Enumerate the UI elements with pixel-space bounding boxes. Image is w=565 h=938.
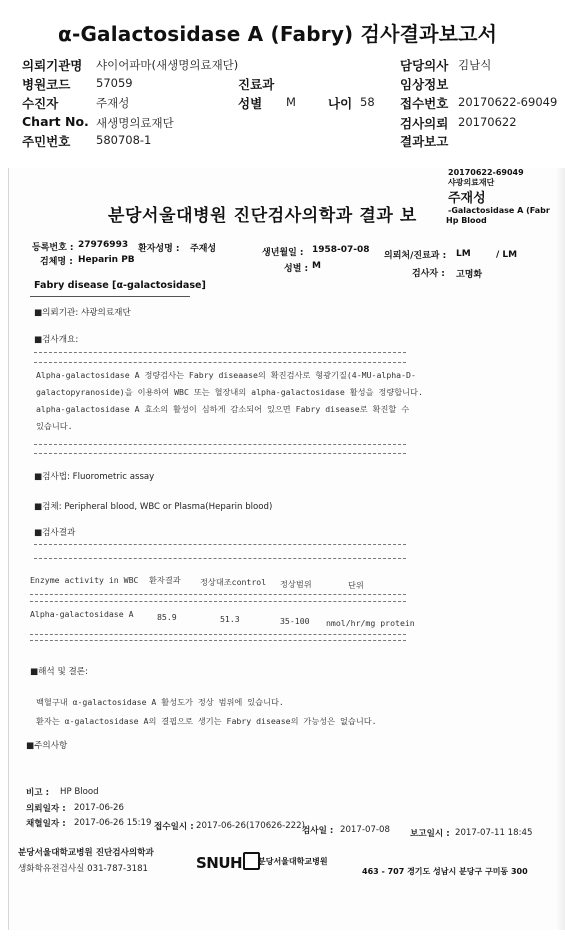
specimen-line: ■검체: Peripheral blood, WBC or Plasma(Heparin blood) [34, 502, 273, 512]
test-date-value: 2017-07-08 [340, 825, 390, 835]
dept-value: LM [456, 249, 471, 259]
interp-line-2: 환자는 α-galactosidase A의 결핍으로 생기는 Fabry disease의 가능성은 없습니다. [36, 716, 377, 726]
report-title: α-Galactosidase A (Fabry) 검사결과보고서 [58, 22, 498, 46]
divider [30, 296, 190, 297]
table-header-range: 정상범위 [280, 579, 312, 589]
scan-sex-label: 성별 : [284, 264, 309, 274]
overview-line-3: alpha-galactosidase A 효소의 활성이 심하게 감소되어 있으면 Fabry disease로 확진할 수 [36, 404, 410, 414]
doctor-value: 김남식 [458, 58, 492, 72]
stamp-institution: 샤광의료재단 [448, 177, 495, 187]
age-value: 58 [360, 95, 375, 109]
table-header-patient: 환자결과 [149, 575, 181, 585]
chart-no-label: Chart No. [22, 114, 89, 129]
result-header: ■검사결과 [34, 528, 76, 538]
hospital-code-value: 57059 [96, 76, 133, 90]
divider [34, 453, 406, 454]
divider [34, 352, 406, 353]
receipt-stamp [448, 168, 550, 225]
examiner-label: 검사자 : [412, 269, 445, 279]
receipt-date-value: 2017-06-26(170626-222) [196, 821, 305, 831]
dept-label: 의뢰처/진료과 : [384, 251, 447, 261]
overview-line-4: 있습니다. [36, 421, 73, 431]
stamp-test: -Galactosidase A (Fabr [448, 206, 550, 216]
report-date-value: 2017-07-11 18:45 [455, 828, 533, 838]
sex-value: M [286, 95, 296, 109]
sheet-edge [555, 168, 565, 930]
receipt-no-value: 20170622-69049 [458, 95, 558, 109]
receipt-date-label: 접수일시 : [154, 822, 194, 832]
patient-value: 주재성 [96, 96, 130, 110]
institution-line: ■의뢰기관: 샤광의료재단 [34, 308, 131, 318]
divider [30, 594, 406, 595]
reg-value: 27976993 [78, 240, 129, 250]
footer-org: 분당서울대학교병원 진단검사의학과 [18, 848, 154, 858]
snuh-logo [196, 852, 260, 872]
divider [30, 601, 406, 602]
snuh-logo-text: SNUH [196, 854, 243, 872]
caution-header: ■주의사항 [26, 741, 68, 751]
scan-title: 분당서울대병원 진단검사의학과 결과 보 [108, 206, 417, 226]
collect-date-label: 채혈일자 : [26, 819, 66, 829]
resident-no-value: 580708-1 [96, 133, 152, 147]
table-header-unit: 단위 [348, 580, 364, 590]
sex-label: 성별 [238, 96, 263, 111]
stamp-receipt-no: 20170622-69049 [448, 168, 524, 177]
doctor-label: 담당의사 [400, 58, 449, 73]
department-label: 진료과 [238, 77, 275, 92]
patient-label: 수진자 [22, 96, 59, 111]
collect-date-value: 2017-06-26 15:19 [74, 818, 152, 828]
scan-sex-value: M [312, 261, 321, 271]
divider [34, 444, 406, 445]
table-cell-unit: nmol/hr/mg protein [326, 618, 415, 628]
age-label: 나이 [328, 96, 353, 111]
dob-label: 생년월일 : [262, 248, 304, 258]
divider [34, 558, 406, 559]
specimen-value: Heparin PB [78, 255, 135, 265]
snuh-logo-name: 분당서울대학교병원 [258, 857, 328, 866]
table-cell-test: Alpha-galactosidase A [30, 609, 134, 619]
test-date-label: 검사일 : [302, 826, 334, 836]
divider [34, 362, 406, 363]
hospital-code-label: 병원코드 [22, 77, 71, 92]
resident-no-label: 주민번호 [22, 134, 71, 149]
divider [34, 544, 406, 545]
overview-header: ■검사개요: [34, 335, 79, 345]
remark-label: 비고 : [26, 788, 50, 798]
divider [30, 634, 406, 635]
table-header-enzyme: Enzyme activity in WBC [30, 575, 139, 585]
chart-no-value: 새생명의료재단 [96, 116, 174, 130]
patient-name-label: 환자성명 : [138, 244, 180, 254]
examiner-value: 고명화 [456, 270, 483, 280]
request-date-value: 2017-06-26 [74, 803, 124, 813]
method-line: ■검사법: Fluorometric assay [34, 472, 155, 482]
divider [30, 640, 406, 641]
request-value: 20170622 [458, 115, 517, 129]
stamp-patient-name: 주재성 [448, 191, 486, 207]
overview-line-2: galactopyranoside)을 이용하여 WBC 또는 혈장내의 alpha-galactosidase 활성을 정량합니다. [36, 387, 423, 397]
table-cell-control: 51.3 [220, 614, 240, 624]
specimen-label: 검체명 : [40, 257, 73, 267]
hospital-address: 463 - 707 경기도 성남시 분당구 구미동 300 [362, 867, 528, 876]
table-cell-patient-result: 85.9 [157, 612, 177, 622]
dept-value-2: / LM [496, 250, 518, 260]
table-header-control: 정상대조control [200, 577, 267, 587]
remark-value: HP Blood [60, 787, 99, 797]
interp-line-1: 백혈구내 α-galactosidase A 활성도가 정상 범위에 있습니다. [36, 697, 284, 707]
request-label: 검사의뢰 [400, 116, 449, 131]
overview-line-1: Alpha-galactosidase A 정량검사는 Fabry diseaase의 확진검사로 형광기질(4-MU-alpha-D- [36, 370, 416, 380]
stamp-specimen: Hp Blood [446, 215, 487, 225]
institution-value: 샤이어파마(새생명의료재단) [96, 58, 239, 72]
table-cell-range: 35-100 [280, 616, 310, 626]
test-name: Fabry disease [α-galactosidase] [34, 280, 206, 291]
request-date-label: 의뢰일자 : [26, 804, 66, 814]
footer-lab-phone: 생화학유전검사실 031-787-3181 [18, 864, 149, 874]
institution-label: 의뢰기관명 [22, 58, 83, 73]
interp-header: ■해석 및 결론: [30, 667, 88, 677]
report-date-label: 보고일시 : [410, 829, 450, 839]
reg-label: 등록번호 : [32, 243, 74, 253]
clinical-info-label: 임상정보 [400, 77, 449, 92]
patient-name-value: 주재성 [190, 244, 217, 254]
result-report-label: 결과보고 [400, 134, 449, 149]
dob-value: 1958-07-08 [312, 245, 370, 255]
receipt-no-label: 접수번호 [400, 96, 449, 111]
